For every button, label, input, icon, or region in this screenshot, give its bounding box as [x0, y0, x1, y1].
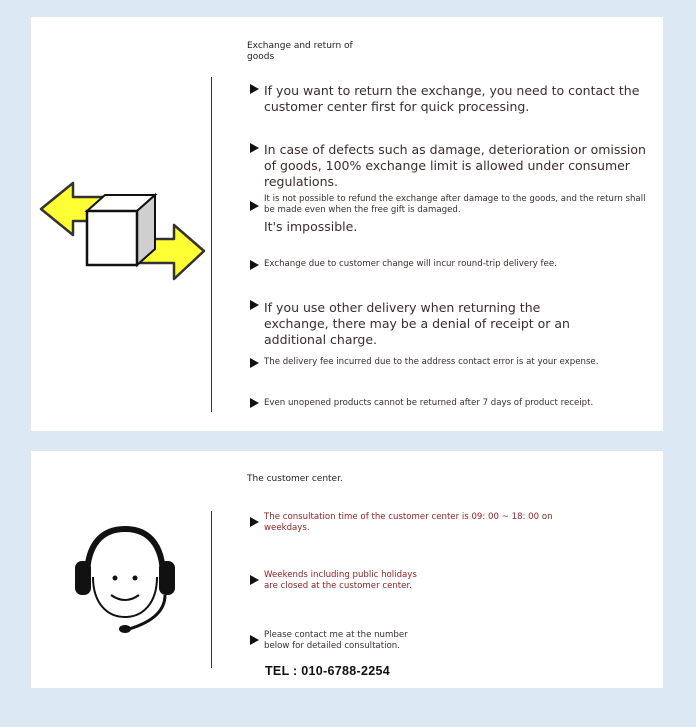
customer-center-panel: The customer center. The consultation time of the customer center is 09: 00 ~ 18: 00 on weekdays. Weekends including public holidays are closed at the customer center. Please contact me at the number below for detailed consultation. TEL : 010-6788-2254	[31, 451, 663, 688]
bullet-arrow-icon	[250, 300, 259, 310]
bullet-arrow-icon	[250, 398, 259, 408]
exchange-return-panel: Exchange and return of goods If you want to return the exchange, you need to contact the customer center first for quick processing. In case of defects such as damage, deterioration or omission of goods, 100% exchange limit is allowed under consumer regulations. It is not possible to refund the exchange after damage to the goods, and the return shall be made even when the free gift is damaged. It's impossible. Exchange due to customer change will incur round-trip delivery fee. If you use other delivery when returning the exchange, there may be a denial of receipt or an additional charge. The delivery fee incurred due to the address contact error is at your expense. Even unopened products cannot be returned after 7 days of product receipt.	[31, 17, 663, 431]
section-title: Exchange and return of goods	[247, 41, 353, 62]
bullet-arrow-icon	[250, 635, 259, 645]
divider-line	[211, 511, 212, 668]
bullet-arrow-icon	[250, 575, 259, 585]
bullet-arrow-icon	[250, 358, 259, 368]
bullet-arrow-icon	[250, 143, 259, 153]
bullet-arrow-icon	[250, 84, 259, 94]
section-title: The customer center.	[247, 474, 343, 484]
headset-smiley-icon	[73, 525, 177, 635]
bullet-arrow-icon	[250, 260, 259, 270]
phone-number[interactable]: TEL : 010-6788-2254	[265, 664, 390, 678]
bullet-arrow-icon	[250, 201, 259, 211]
bullet-arrow-icon	[250, 517, 259, 527]
divider-line	[211, 77, 212, 412]
exchange-box-arrows-icon	[39, 177, 209, 287]
